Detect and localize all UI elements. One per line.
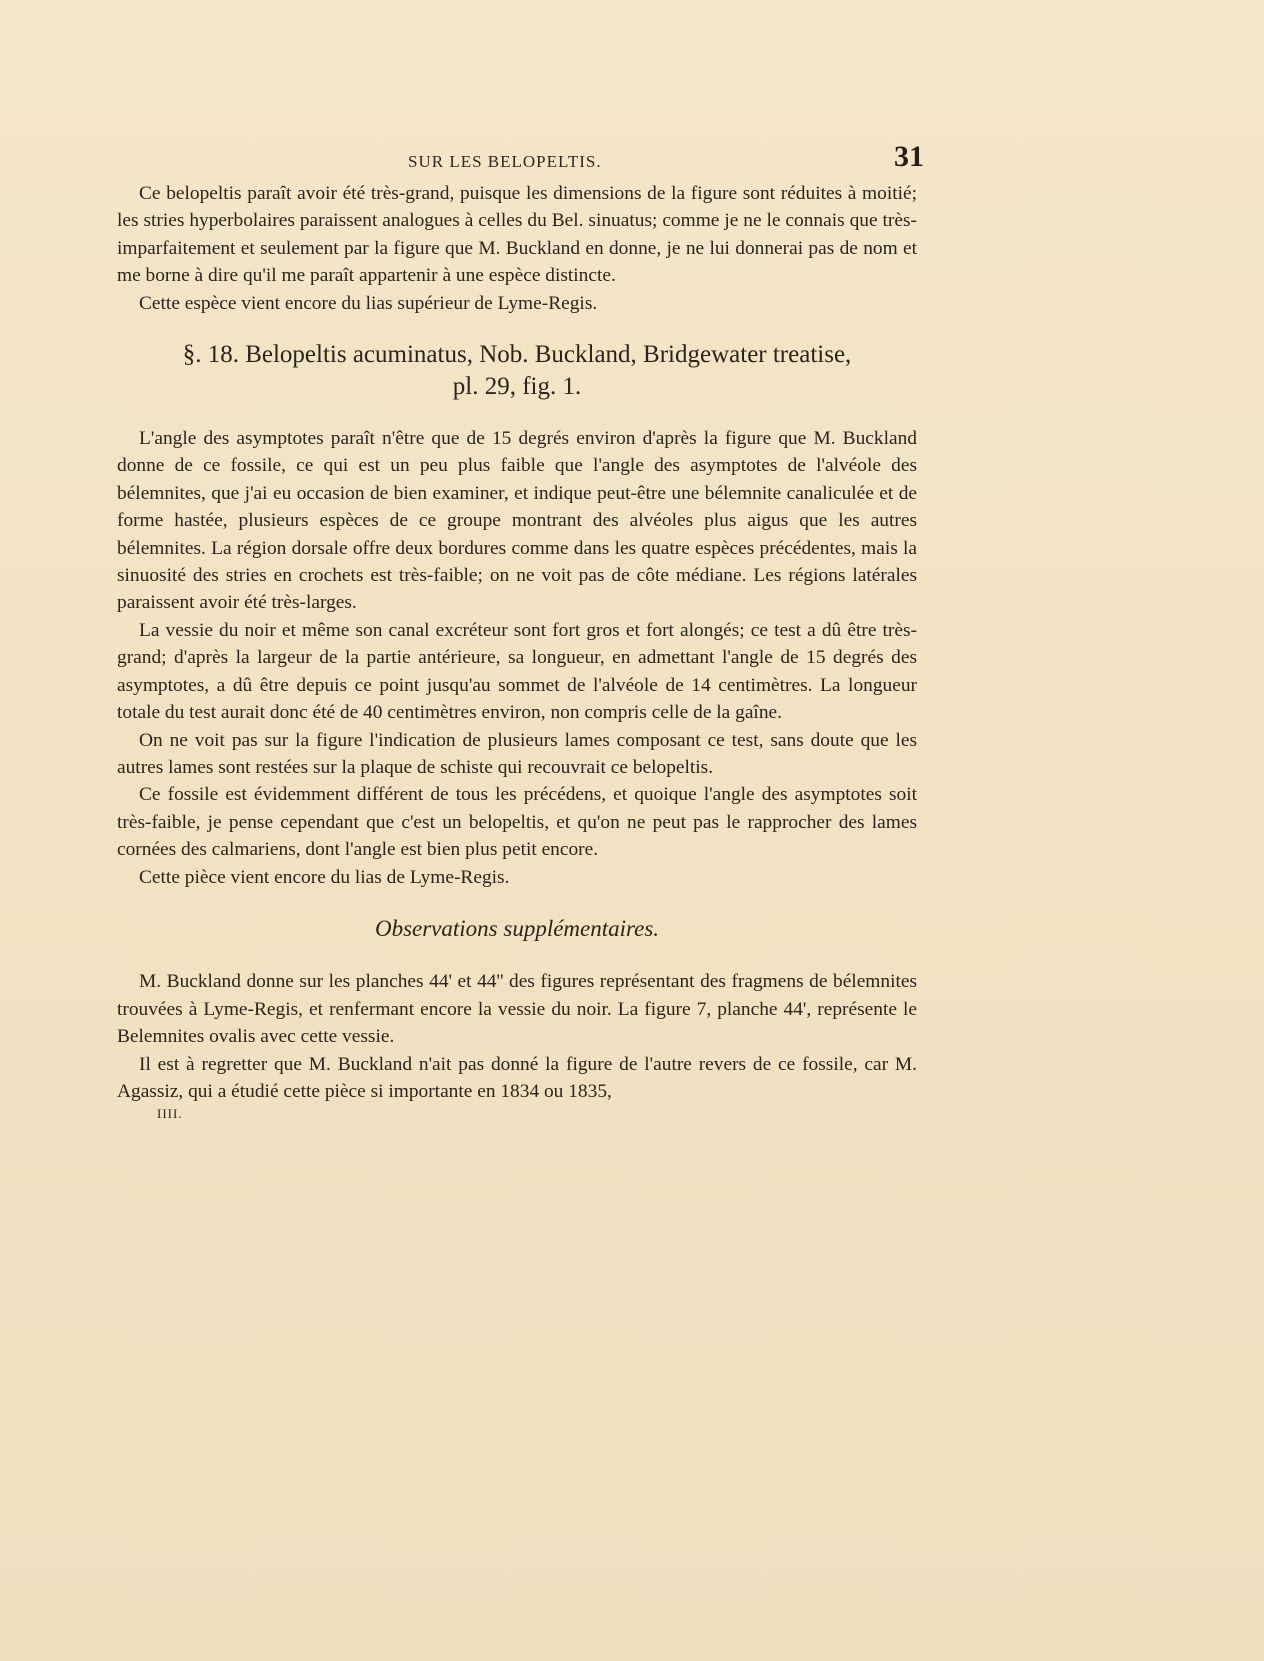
section-heading-18 <box>117 339 917 403</box>
paragraph-6: Ce fossile est évidemment différent de tous les précédens, et quoique l'angle des asymptotes soit très-faible, je pense cependant que c'est un belopeltis, et qu'on ne peut pas le rapprocher des lames cornées des calmariens, dont l'angle est bien plus petit encore. <box>117 784 917 861</box>
section-heading-line-1: §. 18. Belopeltis acuminatus, Nob. Buckland, Bridgewater treatise, <box>182 341 852 369</box>
page-number: 31 <box>894 140 924 173</box>
paragraph-7: Cette pièce vient encore du lias de Lyme-Regis. <box>139 866 510 888</box>
page-header <box>118 140 924 180</box>
observations-title: Observations supplémentaires. <box>374 915 660 941</box>
paragraph-1: Ce belopeltis paraît avoir été très-grand, puisque les dimensions de la figure sont réduites à moitié; les stries hyperbolaires paraissent analogues à celles du Bel. sinuatus; comme je ne le connais que très-imparfaitement et seulement par la figure que M. Buckland en donne, je ne lui donnerai pas de nom et me borne à dire qu'il me paraît appartenir à une espèce distincte. <box>117 183 917 287</box>
running-head: SUR LES BELOPELTIS. <box>408 152 602 171</box>
body-text <box>117 180 917 1123</box>
paragraph-4: La vessie du noir et même son canal excréteur sont fort gros et fort alongés; ce test a dû être très-grand; d'après la largeur de la partie antérieure, sa longueur, en admettant l'angle de 15 degrés des asymptotes, a dû être depuis ce point jusqu'au sommet de l'alvéole de 14 centimètres. La longueur totale du test aurait donc été de 40 centimètres environ, non compris celle de la gaîne. <box>117 619 917 724</box>
paragraph-9: Il est à regretter que M. Buckland n'ait pas donné la figure de l'autre revers de ce fossile, car M. Agassiz, qui a étudié cette pièce si importante en 1834 ou 1835, <box>117 1053 917 1102</box>
paragraph-8: M. Buckland donne sur les planches 44' et 44'' des figures représentant des fragmens de bélemnites trouvées à Lyme-Regis, et renfermant encore la vessie du noir. La figure 7, planche 44', représente le Belemnites ovalis avec cette vessie. <box>117 971 917 1048</box>
paragraph-2: Cette espèce vient encore du lias supérieur de Lyme-Regis. <box>139 292 598 314</box>
paragraph-5: On ne voit pas sur la figure l'indication de plusieurs lames composant ce test, sans doute que les autres lames sont restées sur la plaque de schiste qui recouvrait ce belopeltis. <box>117 729 917 778</box>
signature-mark: IIII. <box>157 1106 183 1122</box>
section-heading-line-2: pl. 29, fig. 1. <box>452 373 582 401</box>
paragraph-3: L'angle des asymptotes paraît n'être que de 15 degrés environ d'après la figure que M. Buckland donne de ce fossile, ce qui est un peu plus faible que l'angle des asymptotes de l'alvéole des bélemnites, que j'ai eu occasion de bien examiner, et indique peut-être une bélemnite canaliculée et de forme hastée, plusieurs espèces de ce groupe montrant des alvéoles plus aigus que les autres bélemnites. La région dorsale offre deux bordures comme dans les quatre espèces précédentes, mais la sinuosité des stries en crochets est très-faible; on ne voit pas de côte médiane. Les régions latérales paraissent avoir été très-larges. <box>117 428 917 614</box>
